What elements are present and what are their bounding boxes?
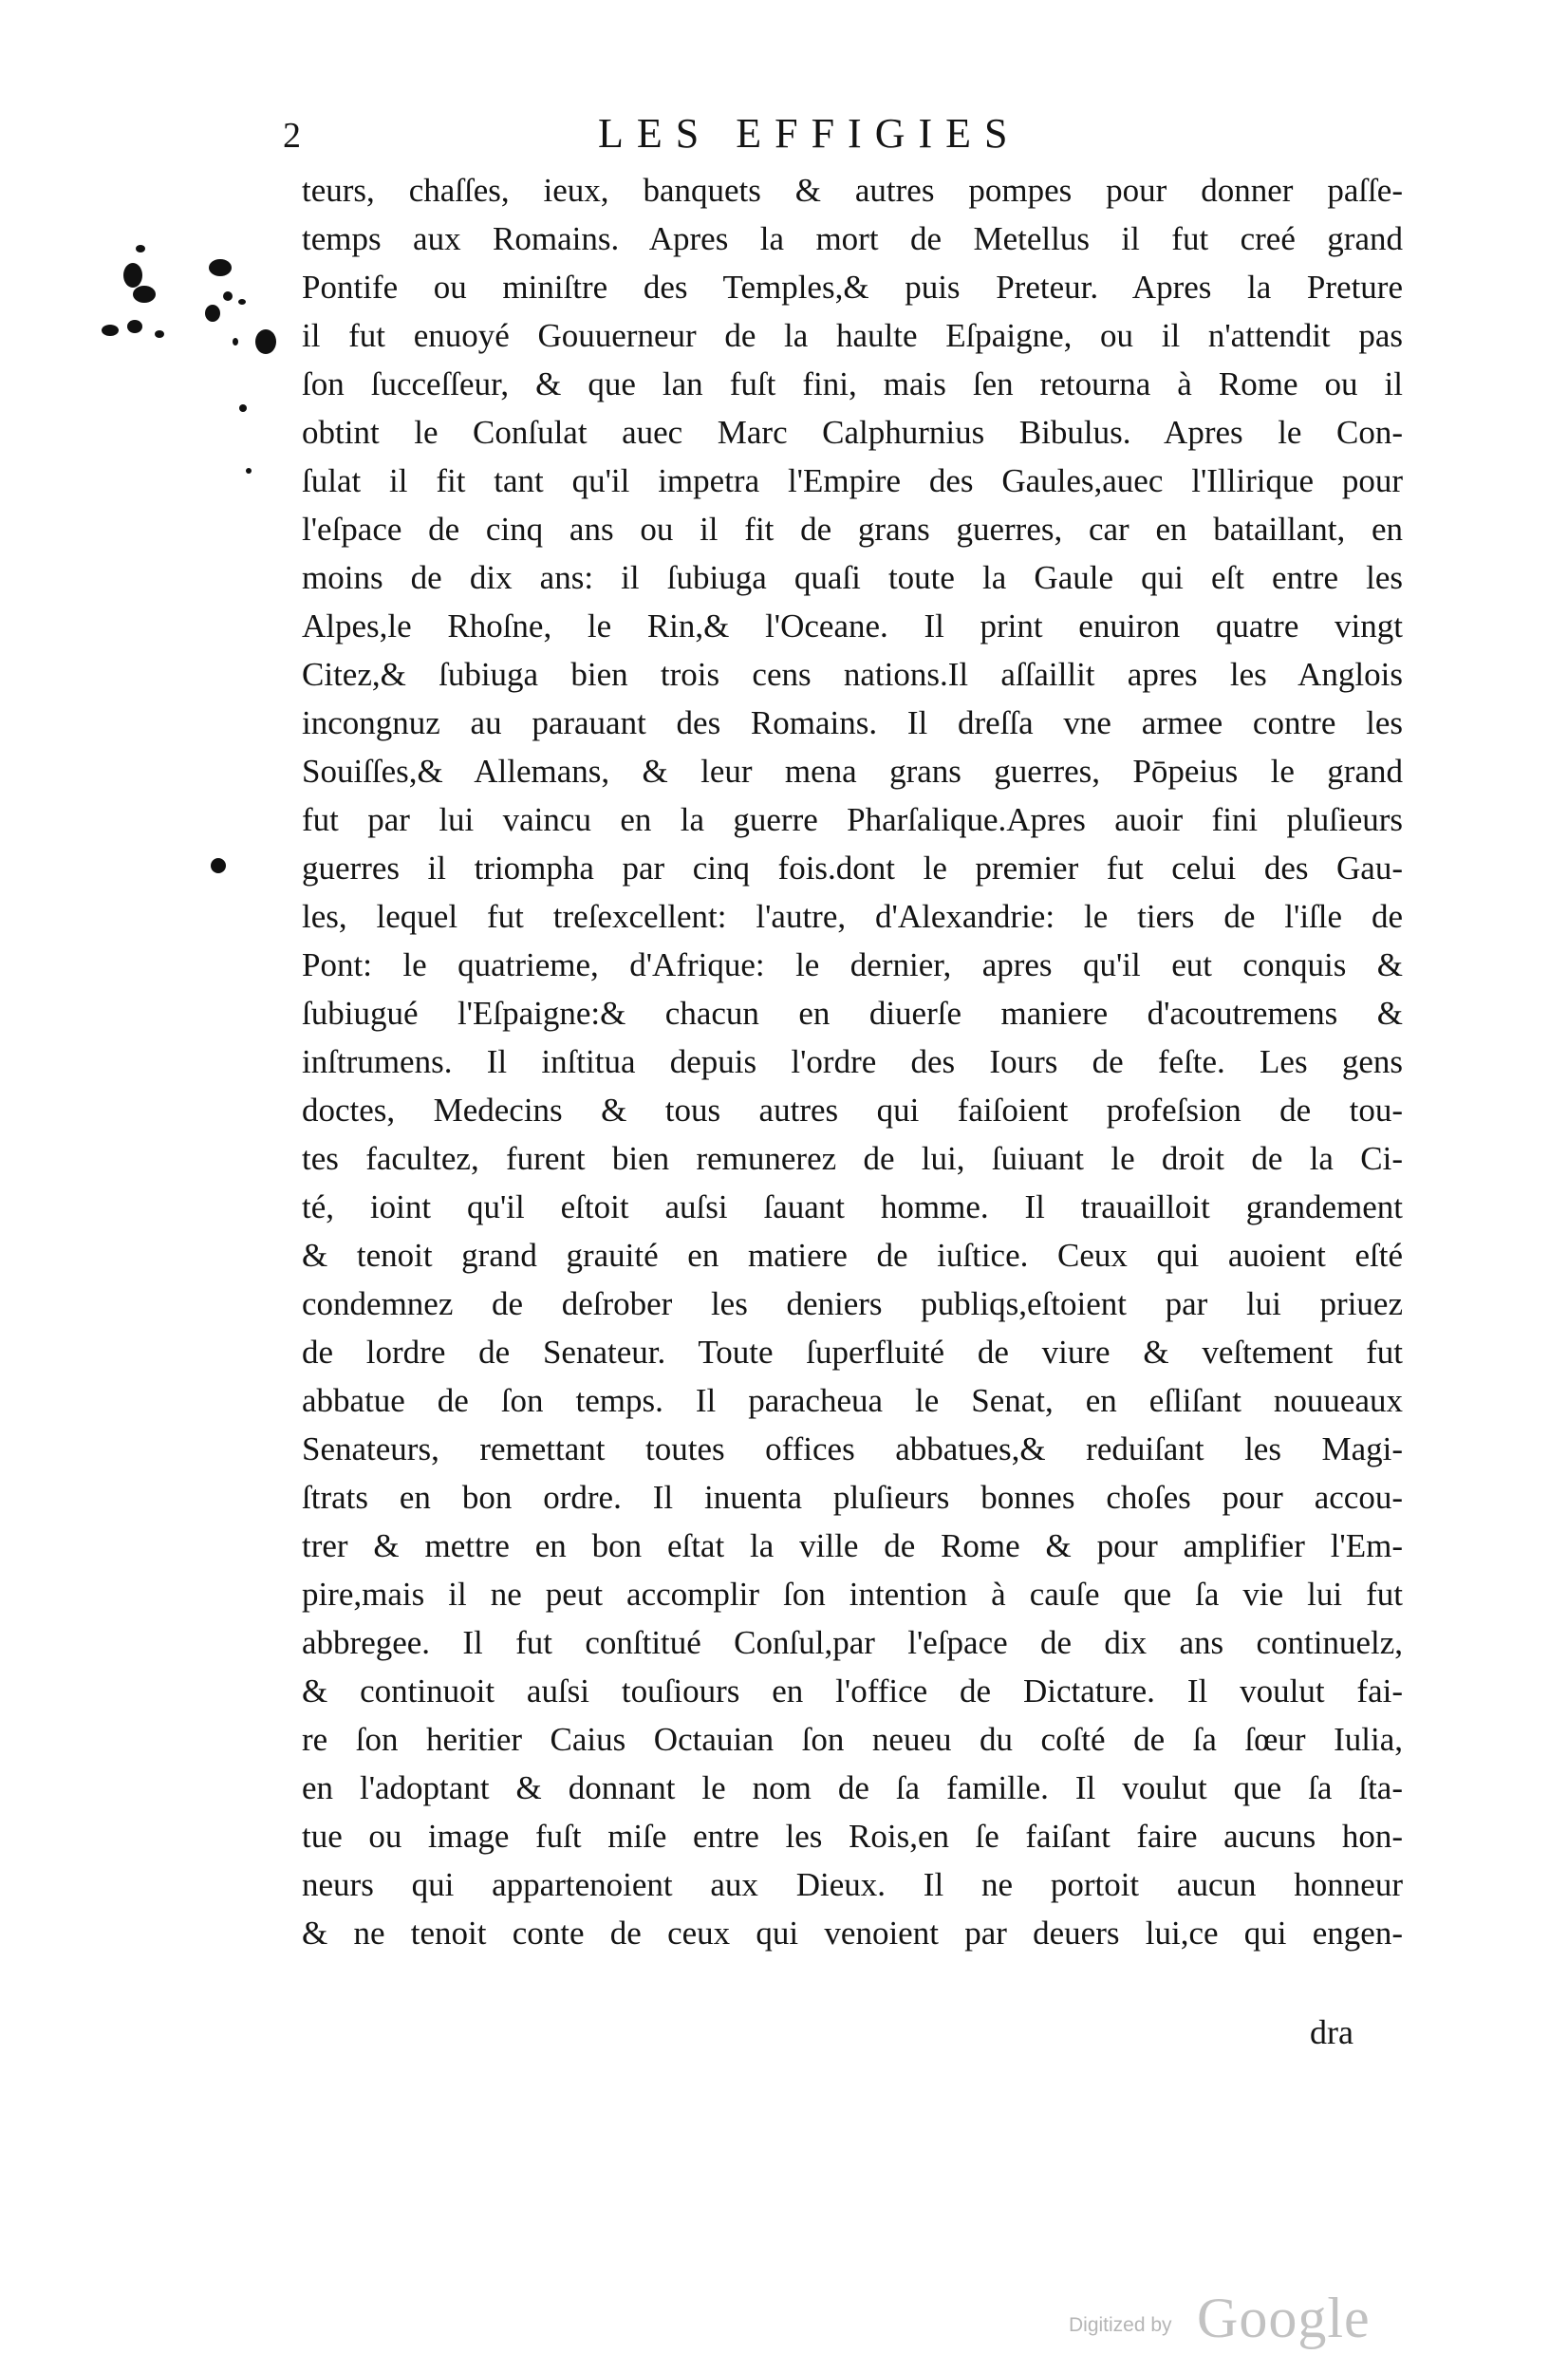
text-line: temps aux Romains. Apres la mort de Metellus il fut creé grand <box>302 220 1403 257</box>
text-line: obtint le Conſulat auec Marc Calphurnius Bibulus. Apres le Con- <box>302 414 1403 451</box>
text-line: les, lequel fut treſexcellent: l'autre, d'Alexandrie: le tiers de l'iſle de <box>302 898 1403 935</box>
google-logo: Google <box>1197 2287 1371 2349</box>
running-title: LES EFFIGIES <box>598 110 1021 157</box>
text-line: tes facultez, furent bien remunerez de lui, ſuiuant le droit de la Ci- <box>302 1140 1403 1177</box>
text-line: Souiſſes,& Allemans, & leur mena grans guerres, Pōpeius le grand <box>302 753 1403 790</box>
text-line: abbregee. Il fut conſtitué Conſul,par l'eſpace de dix ans continuelz, <box>302 1624 1403 1661</box>
text-line: teurs, chaſſes, ieux, banquets & autres pompes pour donner paſſe- <box>302 172 1403 209</box>
text-line: re ſon heritier Caius Octauian ſon neueu du coſté de ſa ſœur Iulia, <box>302 1721 1403 1758</box>
text-line: té, ioint qu'il eſtoit auſsi ſauant homme. Il trauailloit grandement <box>302 1188 1403 1225</box>
text-line: il fut enuoyé Gouuerneur de la haulte Eſpaigne, ou il n'attendit pas <box>302 317 1403 354</box>
page-number: 2 <box>283 116 301 156</box>
text-line: ſon ſucceſſeur, & que lan fuſt fini, mais ſen retourna à Rome ou il <box>302 365 1403 402</box>
text-line: fut par lui vaincu en la guerre Pharſalique.Apres auoir fini pluſieurs <box>302 801 1403 838</box>
text-line: l'eſpace de cinq ans ou il fit de grans guerres, car en bataillant, en <box>302 511 1403 548</box>
text-line: Senateurs, remettant toutes offices abbatues,& reduiſant les Magi- <box>302 1430 1403 1467</box>
body-text <box>302 166 1403 1957</box>
watermark-prefix: Digitized by <box>1069 2314 1172 2336</box>
text-line: & ne tenoit conte de ceux qui venoient par deuers lui,ce qui engen- <box>302 1915 1403 1952</box>
text-line: inſtrumens. Il inſtitua depuis l'ordre des Iours de feſte. Les gens <box>302 1043 1403 1080</box>
text-line: moins de dix ans: il ſubiuga quaſi toute la Gaule qui eſt entre les <box>302 559 1403 596</box>
text-line: ſtrats en bon ordre. Il inuenta pluſieurs bonnes choſes pour accou- <box>302 1479 1403 1516</box>
ink-stains-decoration <box>76 228 323 911</box>
catchword: dra <box>1310 2013 1353 2051</box>
text-line: & continuoit auſsi touſiours en l'office de Dictature. Il voulut fai- <box>302 1672 1403 1710</box>
text-line: condemnez de deſrober les deniers publiqs,eſtoient par lui priuez <box>302 1285 1403 1322</box>
page-header <box>275 109 1414 166</box>
text-line: pire,mais il ne peut accomplir ſon intention à cauſe que ſa vie lui fut <box>302 1576 1403 1613</box>
text-line: ſulat il fit tant qu'il impetra l'Empire des Gaules,auec l'Illirique pour <box>302 462 1403 499</box>
text-line: Alpes,le Rhoſne, le Rin,& l'Oceane. Il print enuiron quatre vingt <box>302 607 1403 645</box>
text-line: ſubiugué l'Eſpaigne:& chacun en diuerſe maniere d'acoutremens & <box>302 995 1403 1032</box>
text-line: Pontife ou miniſtre des Temples,& puis Preteur. Apres la Preture <box>302 269 1403 306</box>
text-line: incongnuz au parauant des Romains. Il dreſſa vne armee contre les <box>302 704 1403 741</box>
text-line: en l'adoptant & donnant le nom de ſa famille. Il voulut que ſa ſta- <box>302 1769 1403 1806</box>
text-line: doctes, Medecins & tous autres qui faiſoient profeſsion de tou- <box>302 1092 1403 1129</box>
text-line: neurs qui appartenoient aux Dieux. Il ne portoit aucun honneur <box>302 1866 1403 1903</box>
text-line: tue ou image fuſt miſe entre les Rois,en ſe faiſant faire aucuns hon- <box>302 1818 1403 1855</box>
text-line: guerres il triompha par cinq fois.dont le premier fut celui des Gau- <box>302 850 1403 887</box>
digitization-watermark <box>1069 2286 1410 2352</box>
text-line: de lordre de Senateur. Toute ſuperfluité de viure & veſtement fut <box>302 1334 1403 1371</box>
text-line: trer & mettre en bon eſtat la ville de Rome & pour amplifier l'Em- <box>302 1527 1403 1564</box>
text-line: abbatue de ſon temps. Il paracheua le Senat, en eſliſant nouueaux <box>302 1382 1403 1419</box>
text-line: Pont: le quatrieme, d'Afrique: le dernier, apres qu'il eut conquis & <box>302 946 1403 983</box>
text-line: & tenoit grand grauité en matiere de iuſtice. Ceux qui auoient eſté <box>302 1237 1403 1274</box>
text-line: Citez,& ſubiuga bien trois cens nations.Il aſſaillit apres les Anglois <box>302 656 1403 693</box>
